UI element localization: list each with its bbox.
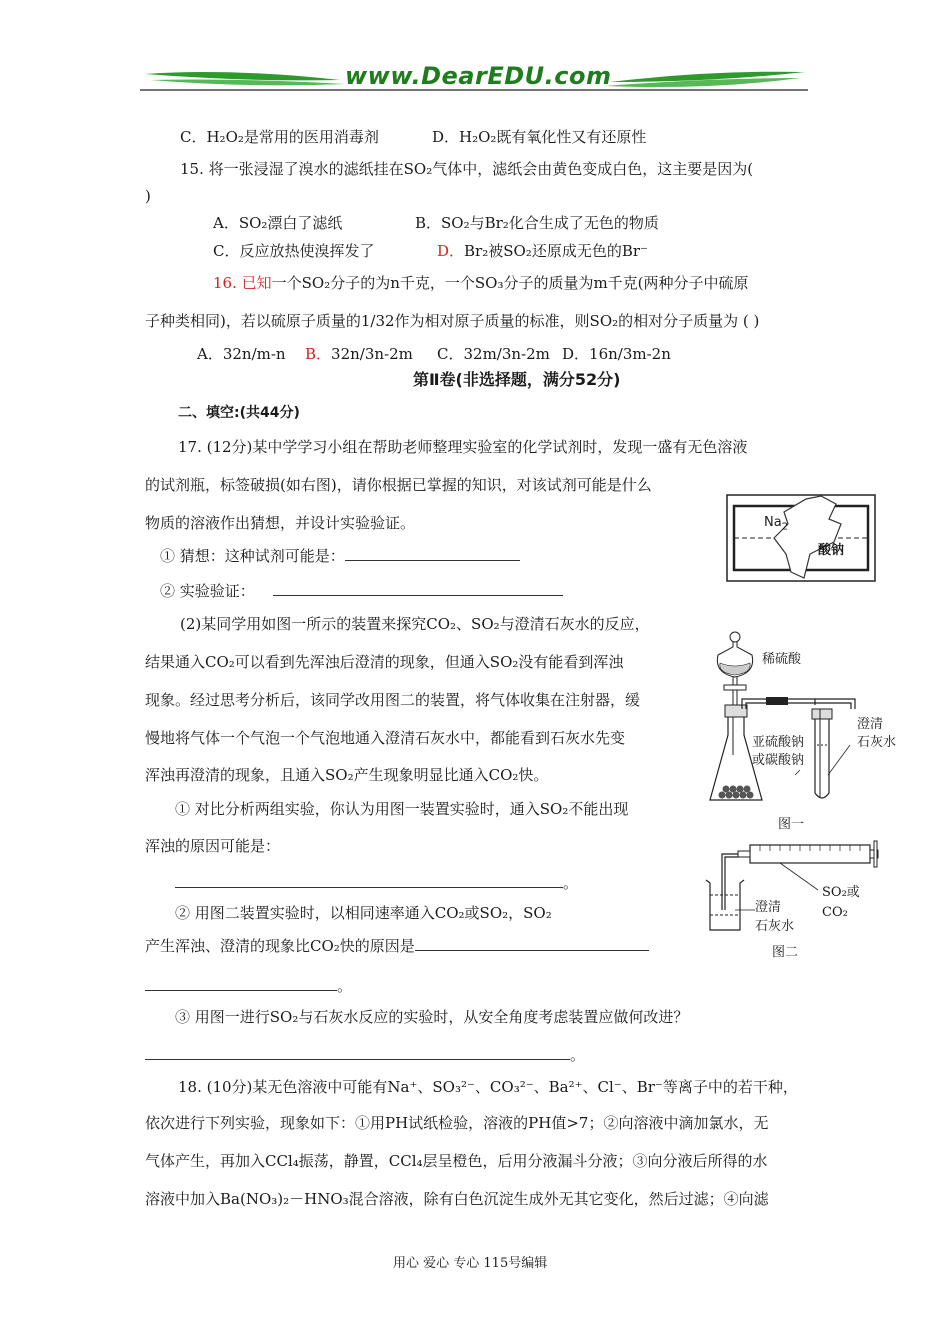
q17-blank-1 — [175, 873, 578, 893]
q17-line-1: 17. (12分)某中学学习小组在帮助老师整理实验室的化学试剂时，发现一盛有无色溶液 — [178, 438, 748, 456]
flask-apparatus-icon — [700, 625, 915, 805]
q14-option-c: C．H₂O₂是常用的医用消毒剂 — [180, 128, 379, 146]
q16-number: 16. 已知 — [213, 274, 272, 292]
q14-option-d: D．H₂O₂既有氧化性又有还原性 — [432, 128, 647, 146]
fig1-solid-label-2: 或碳酸钠 — [752, 753, 805, 768]
page-footer: 用心 爱心 专心 115号编辑 — [393, 1256, 548, 1271]
q16-option-b-text: 32n/3n-2m — [331, 345, 413, 363]
q15-stem-close: ) — [145, 187, 151, 205]
reagent-label-figure — [726, 494, 876, 582]
q17-line-3: 物质的溶液作出猜想，并设计实验验证。 — [145, 514, 416, 532]
q15-option-d — [437, 241, 648, 261]
q16-option-a: A．32n/m-n — [197, 345, 286, 363]
q17-line-10: 浑浊再澄清的现象，且通入SO₂产生现象明显比通入CO₂快。 — [145, 766, 549, 784]
site-logo: www.DearEDU.com — [345, 62, 612, 90]
fig1-caption: 图一 — [778, 817, 805, 832]
q17-period-3: 。 — [570, 1046, 586, 1064]
label-na-subscript: 2 — [781, 521, 789, 533]
q17-verify — [160, 581, 563, 601]
q18-line-2: 依次进行下列实验，现象如下：①用PH试纸检验，溶液的PH值>7；②向溶液中滴加氯水，无 — [145, 1114, 769, 1132]
fig1-solid-label-1: 亚硫酸钠 — [752, 735, 805, 750]
q17-line-15-text: 产生浑浊、澄清的现象比CO₂快的原因是 — [145, 937, 415, 955]
fig2-gas-label-2: CO₂ — [822, 905, 848, 920]
q15-option-b: B．SO₂与Br₂化合生成了无色的物质 — [415, 214, 659, 232]
q15-option-c: C．反应放热使溴挥发了 — [213, 242, 375, 260]
q17-line-14: ② 用图二装置实验时，以相同速率通入CO₂或SO₂，SO₂ — [175, 904, 552, 922]
syringe-apparatus-icon — [700, 835, 915, 935]
fill-heading: 二、填空:(共44分) — [178, 405, 300, 421]
fig2-lime-label-1: 澄清 — [755, 900, 782, 915]
q17-line-7: 结果通入CO₂可以看到先浑浊后澄清的现象，但通入SO₂没有能看到浑浊 — [145, 653, 624, 671]
reason-answer-blank[interactable] — [175, 873, 563, 888]
q17-guess-label: ① 猜想：这种试剂可能是： — [160, 547, 345, 565]
q16-option-c: C．32m/3n-2m — [437, 345, 550, 363]
q17-line-11: ① 对比分析两组实验，你认为用图一装置实验时，通入SO₂不能出现 — [175, 800, 629, 818]
q18-line-3: 气体产生，再加入CCl₄振荡，静置，CCl₄层呈橙色，后用分液漏斗分液；③向分液后所得的水 — [145, 1152, 768, 1170]
fig2-caption: 图二 — [772, 945, 799, 960]
q17-period-1: 。 — [563, 874, 579, 892]
q17-line-6: (2)某同学用如图一所示的装置来探究CO₂、SO₂与澄清石灰水的反应， — [180, 615, 650, 633]
fig1-acid-label: 稀硫酸 — [762, 652, 802, 667]
q17-line-15 — [145, 936, 649, 956]
torn-label-icon — [726, 494, 876, 582]
q16-answer-letter: B． — [305, 345, 332, 363]
q15-stem: 15. 将一张浸湿了溴水的滤纸挂在SO₂气体中，滤纸会由黄色变成白色，这主要是因为( — [180, 160, 754, 178]
fig2-gas-label-1: SO₂或 — [822, 885, 860, 900]
q15-option-a: A．SO₂漂白了滤纸 — [213, 214, 343, 232]
q15-answer-letter: D． — [437, 242, 465, 260]
verify-answer-blank[interactable] — [273, 581, 563, 596]
q17-line-2: 的试剂瓶，标签破损(如右图)，请你根据已掌握的知识，对该试剂可能是什么 — [145, 476, 652, 494]
header-banner — [140, 60, 810, 96]
label-suffix: 酸钠 — [818, 543, 845, 558]
section-title: 第Ⅱ卷(非选择题，满分52分) — [413, 370, 621, 389]
q16-stem-text: 一个SO₂分子的为n千克，一个SO₃分子的质量为m千克(两种分子中硫原 — [271, 274, 749, 292]
q17-line-12: 浑浊的原因可能是： — [145, 837, 281, 855]
q16-option-d: D．16n/3m-2n — [562, 345, 671, 363]
q18-line-1: 18. (10分)某无色溶液中可能有Na⁺、SO₃²⁻、CO₃²⁻、Ba²⁺、Cl⁻、Br⁻等离子中的若干种， — [178, 1078, 798, 1096]
figure-2 — [700, 835, 915, 965]
fig1-lime-label-1: 澄清 — [857, 717, 884, 732]
q17-verify-label: ② 实验验证： — [160, 582, 255, 600]
q17-blank-3 — [145, 1045, 585, 1065]
q17-guess — [160, 546, 520, 566]
q17-blank-2 — [145, 976, 352, 996]
q17-line-17: ③ 用图一进行SO₂与石灰水反应的实验时，从安全角度考虑装置应做何改进？ — [175, 1008, 689, 1026]
speed-reason-blank[interactable] — [415, 936, 649, 951]
speed-reason-blank-cont[interactable] — [145, 976, 337, 991]
q17-line-8: 现象。经过思考分析后，该同学改用图二的装置，将气体收集在注射器，缓 — [145, 691, 641, 709]
figure-1 — [700, 625, 915, 835]
safety-answer-blank[interactable] — [145, 1045, 570, 1060]
label-na — [764, 515, 788, 531]
q16-stem — [213, 273, 749, 293]
q18-line-4: 溶液中加入Ba(NO₃)₂－HNO₃混合溶液，除有白色沉淀生成外无其它变化，然后过滤；④向滤 — [145, 1190, 769, 1208]
q17-line-9: 慢地将气体一个气泡一个气泡地通入澄清石灰水中，都能看到石灰水先变 — [145, 729, 626, 747]
q17-period-2: 。 — [337, 977, 353, 995]
fig2-lime-label-2: 石灰水 — [755, 919, 795, 934]
guess-answer-blank[interactable] — [345, 546, 520, 561]
label-na-text: Na — [764, 515, 782, 530]
q16-option-b — [305, 344, 413, 364]
q16-stem-2: 子种类相同)，若以硫原子质量的1/32作为相对原子质量的标准，则SO₂的相对分子质量为 ( ) — [145, 312, 760, 330]
q15-option-d-text: Br₂被SO₂还原成无色的Br⁻ — [464, 242, 648, 260]
fig1-lime-label-2: 石灰水 — [857, 735, 897, 750]
